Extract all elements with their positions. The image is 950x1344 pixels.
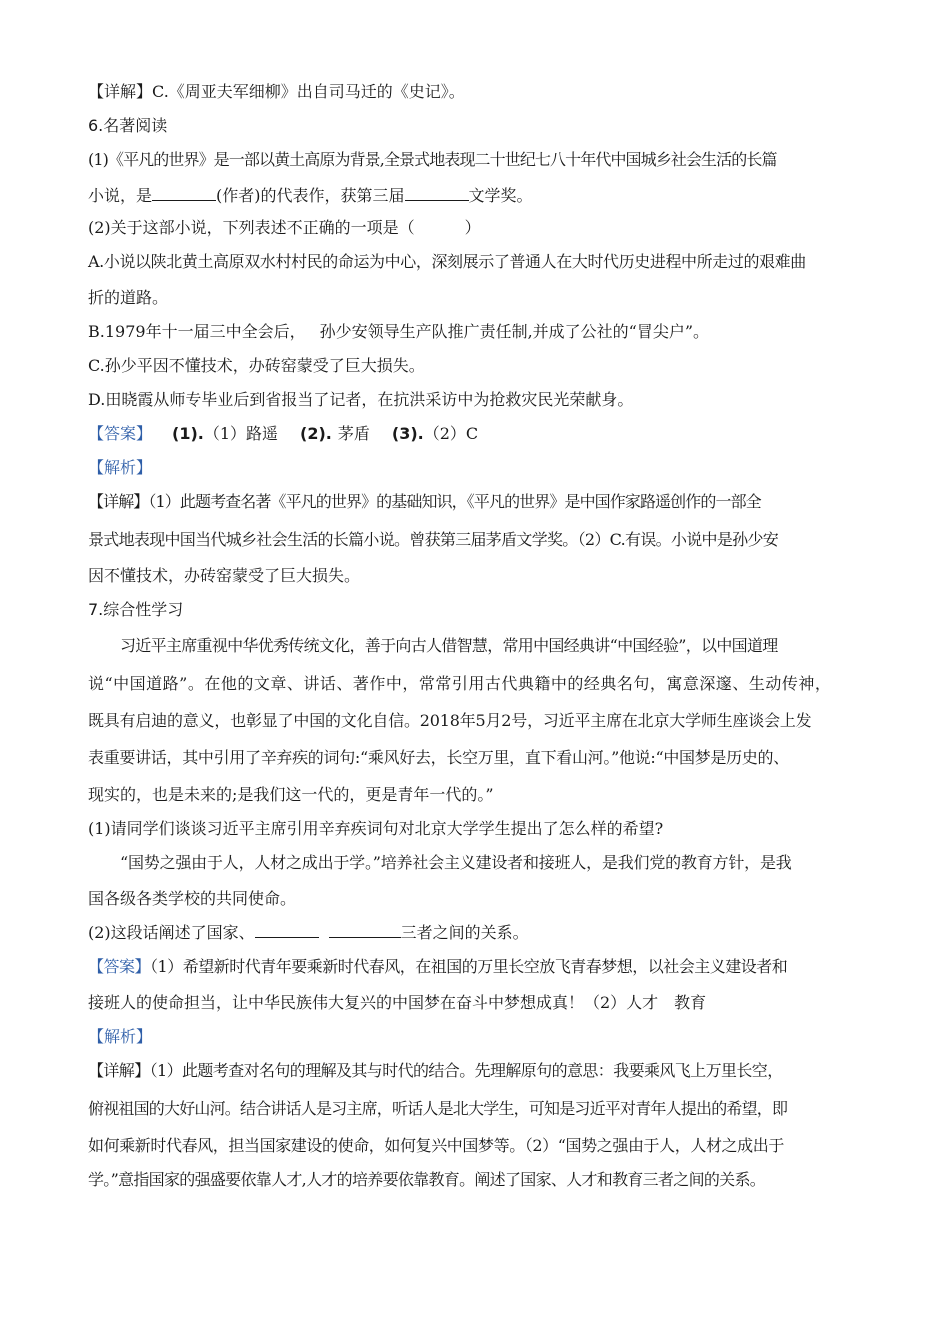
q6-detail-line1 bbox=[88, 492, 761, 512]
detail-label: 【详解】 bbox=[88, 82, 153, 101]
q6-option-b-text-b: 孙少安领导生产队推广责任制,并成了公社的“冒尖户”。 bbox=[319, 322, 710, 341]
q6-analysis-label: 【解析】 bbox=[88, 458, 153, 477]
answer-2: 茅盾 bbox=[337, 424, 370, 443]
q6-option-b bbox=[88, 322, 709, 342]
q6-part1-text-a: 小说，是 bbox=[88, 186, 153, 205]
q7-question2 bbox=[88, 923, 529, 943]
answer-label: 【答案】 bbox=[88, 957, 151, 976]
q7-material-line3: 既具有启迪的意义，也彰显了中国的文化自信。2018年5月2号，习近平主席在北京大学师生座谈会上发 bbox=[88, 711, 812, 730]
q5-detail bbox=[88, 82, 465, 102]
detail-label: 【详解】 bbox=[88, 1061, 150, 1080]
q7-material-line4: 表重要讲话，其中引用了辛弃疾的词句:“乘风好去，长空万里，直下看山河。”他说:“中国梦是历史的、 bbox=[88, 748, 789, 767]
q6-part1-text-b: (作者)的代表作，获第三届 bbox=[216, 186, 405, 205]
q5-detail-text: C.《周亚夫军细柳》出自司马迁的《史记》。 bbox=[152, 82, 465, 101]
q7-detail-line2: 俯视祖国的大好山河。结合讲话人是习主席，听话人是北大学生，可知是习近平对青年人提出的希望，即 bbox=[88, 1099, 788, 1118]
q6-detail-line2: 景式地表现中国当代城乡社会生活的长篇小说。曾获第三届茅盾文学奖。（2）C.有误。小说中是孙少安 bbox=[88, 530, 779, 549]
author-blank bbox=[152, 186, 216, 201]
q7-detail-line3: 如何乘新时代春风，担当国家建设的使命，如何复兴中国梦等。（2）“国势之强由于人，人材之成出于 bbox=[88, 1136, 784, 1155]
q6-answer bbox=[88, 424, 478, 444]
q6-part1-text-c: 文学奖。 bbox=[468, 186, 533, 205]
q7-detail-line4: 学。”意指国家的强盛要依靠人才,人才的培养要依靠教育。阐述了国家、人才和教育三者之间的关系。 bbox=[88, 1170, 766, 1189]
q6-option-b-text-a: B.1979年十一届三中全会后， bbox=[88, 322, 306, 341]
q7-question2-text-b: 三者之间的关系。 bbox=[400, 923, 529, 942]
q6-part1-line1: (1)《平凡的世界》是一部以黄土高原为背景,全景式地表现二十世纪七八十年代中国城乡社会生活的长篇 bbox=[88, 150, 777, 169]
q7-material-line2: 说“中国道路”。在他的文章、讲话、著作中，常常引用古代典籍中的经典名句，寓意深邃、生动传神， bbox=[88, 674, 832, 693]
q7-answer-line1 bbox=[88, 957, 787, 977]
answer-3: （2）C bbox=[423, 424, 479, 443]
q6-option-d: D.田晓霞从师专毕业后到省报当了记者，在抗洪采访中为抢救灾民光荣献身。 bbox=[88, 390, 634, 409]
q7-answer-line2: 接班人的使命担当，让中华民族伟大复兴的中国梦在奋斗中梦想成真！（2）人才 教育 bbox=[88, 993, 707, 1012]
q7-material-line6: “国势之强由于人，人材之成出于学。”培养社会主义建设者和接班人，是我们党的教育方针，是我 bbox=[120, 853, 792, 872]
q6-option-a-line1: A.小说以陕北黄土高原双水村村民的命运为中心，深刻展示了普通人在大时代历史进程中所走过的艰难曲 bbox=[88, 252, 806, 271]
q6-detail-line3: 因不懂技术，办砖窑蒙受了巨大损失。 bbox=[88, 566, 361, 585]
q7-heading: 7.综合性学习 bbox=[88, 600, 184, 619]
answer-num-2: (2). bbox=[300, 424, 332, 443]
q7-detail-line1 bbox=[88, 1061, 783, 1081]
answer-label: 【答案】 bbox=[88, 424, 153, 443]
q7-question2-text-a: (2)这段话阐述了国家、 bbox=[88, 923, 255, 942]
q6-part2-text: (2)关于这部小说，下列表述不正确的一项是（ bbox=[88, 218, 415, 237]
blank-2 bbox=[329, 923, 401, 938]
award-blank bbox=[405, 186, 469, 201]
q7-material-line7: 国各级各类学校的共同使命。 bbox=[88, 889, 297, 908]
q7-material-line1: 习近平主席重视中华优秀传统文化，善于向古人借智慧，常用中国经典讲“中国经验”，以中国道理 bbox=[120, 636, 778, 655]
q7-detail-text-1: （1）此题考查对名句的理解及其与时代的结合。先理解原句的意思：我要乘风飞上万里长空， bbox=[149, 1061, 783, 1080]
q7-answer-text-1: （1）希望新时代青年要乘新时代春风，在祖国的万里长空放飞青春梦想，以社会主义建设者和 bbox=[150, 957, 788, 976]
answer-num-3: (3). bbox=[391, 424, 424, 443]
detail-label: 【详解】 bbox=[88, 492, 149, 511]
q7-material-line5: 现实的，也是未来的;是我们这一代的，更是青年一代的。” bbox=[88, 785, 494, 804]
q7-analysis-label: 【解析】 bbox=[88, 1027, 153, 1046]
q6-option-a-line2: 折的道路。 bbox=[88, 288, 169, 307]
answer-num-1: (1). bbox=[172, 424, 204, 443]
blank-1 bbox=[255, 923, 319, 938]
q6-heading: 6.名著阅读 bbox=[88, 116, 168, 135]
q7-question1: (1)请同学们谈谈习近平主席引用辛弃疾词句对北京大学学生提出了怎么样的希望? bbox=[88, 819, 664, 838]
answer-1: （1）路遥 bbox=[203, 424, 279, 443]
q6-part2-bracket: ） bbox=[464, 218, 481, 237]
q6-detail-text-1: （1）此题考查名著《平凡的世界》的基础知识，《平凡的世界》是中国作家路遥创作的一部全 bbox=[148, 492, 761, 511]
q6-part1-line2 bbox=[88, 186, 533, 206]
q6-part2 bbox=[88, 218, 481, 238]
q6-option-c: C.孙少平因不懂技术，办砖窑蒙受了巨大损失。 bbox=[88, 356, 425, 375]
